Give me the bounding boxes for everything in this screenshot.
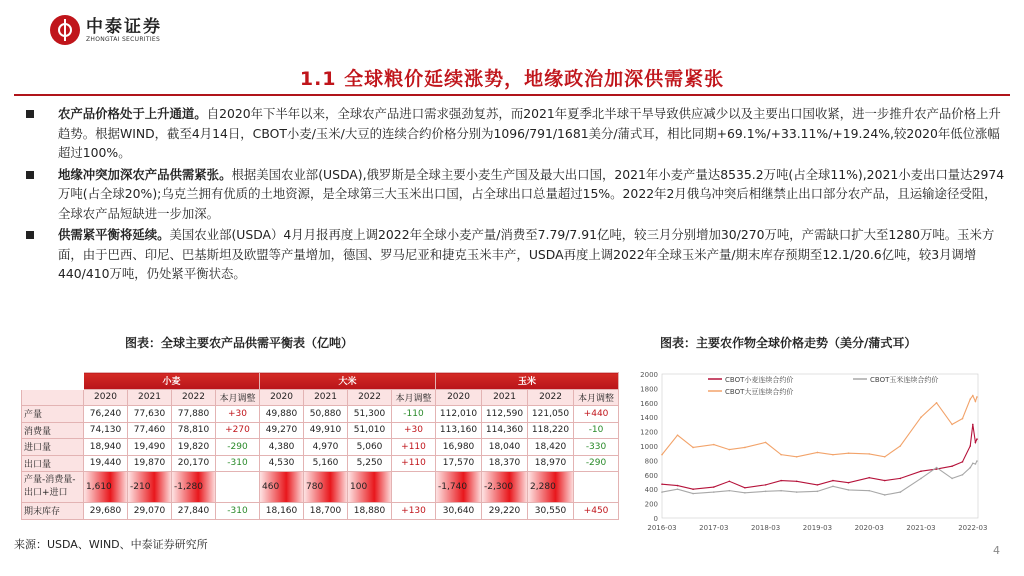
y-tick-label: 1600 [640, 399, 658, 408]
table-cell: 5,160 [304, 455, 348, 472]
table-caption: 图表：全球主要农产品供需平衡表（亿吨） [125, 336, 354, 350]
table-cell: 16,980 [436, 439, 482, 456]
data-point [951, 478, 953, 480]
table-cell: 18,970 [528, 455, 574, 472]
row-label: 出口量 [22, 455, 84, 472]
bullet-list [20, 104, 1005, 286]
data-point [713, 444, 715, 446]
table-cell: 30,640 [436, 503, 482, 520]
data-point [976, 460, 978, 462]
table-cell: 112,590 [482, 406, 528, 423]
table-cell: 460 [260, 472, 304, 503]
table-cell: 49,880 [260, 406, 304, 423]
bullet-heading: 供需紧平衡将延续。 [58, 227, 170, 242]
table-cell: 27,840 [172, 503, 216, 520]
table-cell: 19,870 [128, 455, 172, 472]
data-point [677, 488, 679, 490]
table-header-blank [22, 389, 84, 406]
table-row [22, 455, 619, 472]
data-point [899, 491, 901, 493]
data-point [868, 490, 870, 492]
table-column-header: 2022 [528, 389, 574, 406]
table-column-header: 2022 [348, 389, 392, 406]
y-tick-label: 1400 [640, 414, 658, 423]
table-cell: 121,050 [528, 406, 574, 423]
group-header-wheat: 小麦 [84, 373, 260, 390]
table-cell: 18,160 [260, 503, 304, 520]
table-cell: -290 [216, 439, 260, 456]
x-tick-label: 2016-03 [647, 524, 677, 532]
data-point [692, 493, 694, 495]
y-tick-label: 1000 [640, 443, 658, 451]
data-point [744, 487, 746, 489]
table-cell [392, 472, 436, 503]
data-point [677, 434, 679, 436]
company-name-cn: 中泰证券 [86, 16, 162, 37]
series-line [662, 461, 977, 495]
table-column-header: 本月调整 [392, 389, 436, 406]
table-cell: 100 [348, 472, 392, 503]
data-point [832, 480, 834, 482]
table-cell: -310 [216, 455, 260, 472]
table-cell: 2,280 [528, 472, 574, 503]
data-point [969, 398, 971, 400]
table-cell: +110 [392, 439, 436, 456]
table-cell: -210 [128, 472, 172, 503]
table-cell: -330 [574, 439, 619, 456]
data-point [796, 480, 798, 482]
data-point [780, 480, 782, 482]
data-point [969, 467, 971, 469]
data-point [920, 478, 922, 480]
table-cell: 4,530 [260, 455, 304, 472]
table-cell: +110 [392, 455, 436, 472]
table-cell: 19,820 [172, 439, 216, 456]
series-line [662, 396, 977, 457]
source-note: 来源：USDA、WIND、中泰证券研究所 [14, 538, 208, 551]
table-cell: 77,880 [172, 406, 216, 423]
row-label: 产量-消费量-出口+进口 [22, 472, 84, 503]
data-point [729, 480, 731, 482]
table-row [22, 439, 619, 456]
price-line-chart [628, 368, 988, 538]
table-cell: 1,610 [84, 472, 128, 503]
data-point [780, 454, 782, 456]
y-tick-label: 2000 [640, 371, 658, 379]
data-point [975, 401, 977, 403]
x-tick-label: 2017-03 [699, 524, 729, 532]
legend-label: CBOT大豆连续合约价 [725, 388, 794, 396]
y-tick-label: 0 [653, 515, 658, 523]
chart-caption: 图表：主要农作物全球价格走势（美分/蒲式耳） [660, 336, 917, 350]
data-point [848, 452, 850, 454]
data-point [796, 491, 798, 493]
table-cell: 74,130 [84, 422, 128, 439]
y-tick-label: 400 [644, 486, 658, 495]
data-point [677, 485, 679, 487]
table-cell: 76,240 [84, 406, 128, 423]
table-cell: 50,880 [304, 406, 348, 423]
data-point [848, 489, 850, 491]
data-point [975, 463, 977, 465]
data-point [951, 424, 953, 426]
data-point [884, 480, 886, 482]
table-cell: -310 [216, 503, 260, 520]
data-point [780, 490, 782, 492]
table-cell: +440 [574, 406, 619, 423]
bullet-square-icon [26, 110, 34, 118]
data-point [765, 484, 767, 486]
table-row [22, 503, 619, 520]
data-point [962, 474, 964, 476]
data-point [832, 454, 834, 456]
data-point [972, 424, 974, 426]
table-cell: 51,010 [348, 422, 392, 439]
table-cell: 18,370 [482, 455, 528, 472]
table-cell: 17,570 [436, 455, 482, 472]
y-tick-label: 200 [644, 500, 658, 509]
page-number: 4 [993, 544, 1000, 557]
table-cell: -1,280 [172, 472, 216, 503]
data-point [692, 447, 694, 449]
table-column-header: 2020 [436, 389, 482, 406]
data-point [972, 395, 974, 397]
table-cell: +130 [392, 503, 436, 520]
table-cell: +450 [574, 503, 619, 520]
bullet-square-icon [26, 171, 34, 179]
data-point [899, 478, 901, 480]
x-tick-label: 2020-03 [854, 524, 884, 532]
table-cell: +30 [392, 422, 436, 439]
data-point [848, 482, 850, 484]
row-label: 产量 [22, 406, 84, 423]
data-point [868, 453, 870, 455]
table-cell: 118,220 [528, 422, 574, 439]
x-tick-label: 2021-03 [906, 524, 936, 532]
table-cell: 18,040 [482, 439, 528, 456]
table-cell: 18,700 [304, 503, 348, 520]
table-cell: 5,250 [348, 455, 392, 472]
series-line [662, 424, 977, 489]
table-cell [574, 472, 619, 503]
data-point [868, 477, 870, 479]
group-header-corn: 玉米 [436, 373, 619, 390]
table-cell: -1,740 [436, 472, 482, 503]
table-cell: 19,440 [84, 455, 128, 472]
logo-icon [50, 15, 80, 45]
data-point [817, 484, 819, 486]
table-column-header: 2021 [304, 389, 348, 406]
table-cell: 29,070 [128, 503, 172, 520]
table-cell: +30 [216, 406, 260, 423]
y-tick-label: 1200 [640, 428, 658, 437]
data-point [817, 491, 819, 493]
table-column-header: 2021 [482, 389, 528, 406]
data-point [796, 456, 798, 458]
table-cell: 114,360 [482, 422, 528, 439]
data-point [920, 470, 922, 472]
data-point [920, 416, 922, 418]
legend-label: CBOT小麦连续合约价 [725, 376, 794, 384]
data-point [936, 467, 938, 469]
table-column-header: 2020 [260, 389, 304, 406]
table-cell: -110 [392, 406, 436, 423]
legend-label: CBOT玉米连续合约价 [870, 376, 939, 384]
data-point [744, 492, 746, 494]
data-point [962, 418, 964, 420]
data-point [744, 447, 746, 449]
company-name-en: ZHONGTAI SECURITIES [86, 35, 161, 43]
data-point [713, 486, 715, 488]
supply-demand-table [21, 372, 619, 520]
bullet-square-icon [26, 231, 34, 239]
bullet-heading: 农产品价格处于上升通道。 [58, 106, 207, 121]
data-point [976, 396, 978, 398]
y-tick-label: 600 [644, 471, 658, 480]
table-cell: 4,970 [304, 439, 348, 456]
table-cell: 29,220 [482, 503, 528, 520]
table-cell: 78,810 [172, 422, 216, 439]
table-row [22, 472, 619, 503]
table-cell: 18,420 [528, 439, 574, 456]
data-point [765, 491, 767, 493]
data-point [729, 449, 731, 451]
row-label: 期末库存 [22, 503, 84, 520]
table-column-header: 本月调整 [216, 389, 260, 406]
table-cell: -2,300 [482, 472, 528, 503]
x-tick-label: 2018-03 [750, 524, 781, 532]
data-point [661, 454, 663, 456]
row-label: 进口量 [22, 439, 84, 456]
bullet-text: 自2020年下半年以来，全球农产品进口需求强劲复苏，而2021年夏季北半球干旱导致供应减少以及主要出口国收紧，进一步推升农产品价格上升趋势。根据WIND，截至4月14日，CBOT小麦/玉米/大豆的连续合约价格分别为1096/791/1681美分/蒲式耳，相比同期+69.1%/+33.11%/+19.24%,较2020年低位涨幅超过100%。 [58, 106, 1001, 160]
table-cell: 29,680 [84, 503, 128, 520]
table-cell: 112,010 [436, 406, 482, 423]
table-corner [22, 373, 84, 390]
table-cell: 780 [304, 472, 348, 503]
row-label: 消费量 [22, 422, 84, 439]
table-cell: 51,300 [348, 406, 392, 423]
slide-title: 1.1 全球粮价延续涨势，地缘政治加深供需紧张 [299, 68, 725, 90]
data-point [969, 445, 971, 447]
data-point [884, 494, 886, 496]
table-cell: 113,160 [436, 422, 482, 439]
group-header-rice: 大米 [260, 373, 436, 390]
table-cell: 77,460 [128, 422, 172, 439]
company-logo [50, 15, 162, 45]
data-point [899, 445, 901, 447]
table-cell: 49,910 [304, 422, 348, 439]
table-cell: -10 [574, 422, 619, 439]
data-point [713, 491, 715, 493]
data-point [765, 442, 767, 444]
y-tick-label: 800 [644, 457, 658, 466]
data-point [884, 456, 886, 458]
table-cell: 20,170 [172, 455, 216, 472]
x-tick-label: 2019-03 [802, 524, 833, 532]
table-cell: 30,550 [528, 503, 574, 520]
table-cell: 49,270 [260, 422, 304, 439]
table-row [22, 422, 619, 439]
bullet-text: 根据美国农业部(USDA),俄罗斯是全球主要小麦生产国及最大出口国，2021年小麦产量达8535.2万吨(占全球11%),2021小麦出口量达2974万吨(占全球20%);乌克兰拥有优质的土地资源，是全球第三大玉米出口国，占全球出口总量超过15%。2022年2月俄乌冲突后相继禁止出口部分农产品，且运输途径受阻，全球农产品短缺进一步加深。 [58, 166, 1005, 221]
bullet-item [20, 225, 1005, 284]
table-column-header: 本月调整 [574, 389, 619, 406]
y-tick-label: 1800 [640, 385, 658, 394]
data-point [817, 452, 819, 454]
table-cell [216, 472, 260, 503]
data-point [976, 438, 978, 440]
bullet-text: 美国农业部(USDA）4月月报再度上调2022年全球小麦产量/消费至7.79/7.91亿吨，较三月分别增加30/270万吨，产需缺口扩大至1280万吨。玉米方面，由于巴西、印尼、巴基斯坦及欧盟等产量增加，德国、罗马尼亚和捷克玉米丰产，USDA再度上调2022年全球玉米产量/期末库存预期至12.1/20.6亿吨，较3月调增440/410万吨，仍处紧平衡状态。 [58, 227, 995, 281]
table-cell: 19,490 [128, 439, 172, 456]
table-column-header: 2021 [128, 389, 172, 406]
data-point [832, 486, 834, 488]
bullet-item [20, 104, 1005, 163]
table-cell: 18,880 [348, 503, 392, 520]
table-cell: +270 [216, 422, 260, 439]
table-cell: 18,940 [84, 439, 128, 456]
data-point [692, 488, 694, 490]
data-point [972, 462, 974, 464]
plot-area [662, 374, 978, 518]
table-cell: 5,060 [348, 439, 392, 456]
title-divider [14, 94, 1010, 96]
table-cell: 4,380 [260, 439, 304, 456]
table-cell: -290 [574, 455, 619, 472]
data-point [975, 442, 977, 444]
table-column-header: 2020 [84, 389, 128, 406]
data-point [951, 465, 953, 467]
table-row [22, 406, 619, 423]
bullet-item [20, 165, 1005, 224]
data-point [661, 491, 663, 493]
data-point [729, 490, 731, 492]
x-tick-label: 2022-03 [958, 524, 988, 532]
table-cell: 77,630 [128, 406, 172, 423]
data-point [661, 483, 663, 485]
bullet-heading: 地缘冲突加深农产品供需紧张。 [58, 166, 232, 182]
table-column-header: 2022 [172, 389, 216, 406]
data-point [962, 461, 964, 463]
data-point [936, 402, 938, 404]
